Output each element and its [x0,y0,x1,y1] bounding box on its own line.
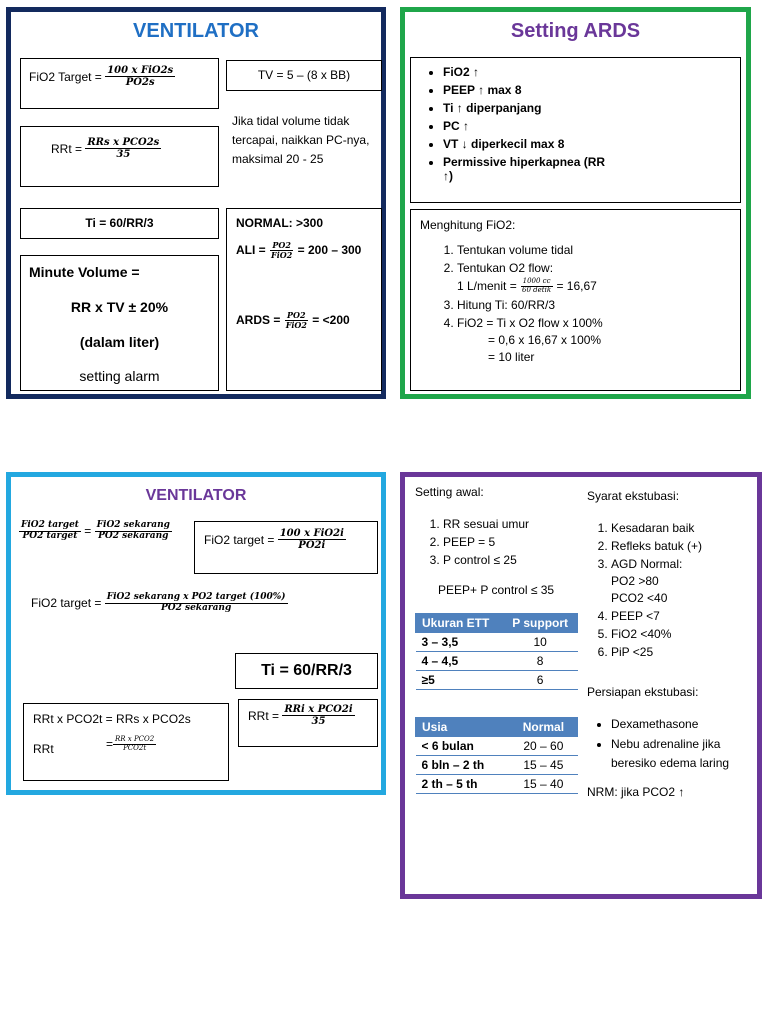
minute-volume-unit: (dalam liter) [79,334,160,350]
fio2-target-label: FiO2 target = [204,532,275,547]
formula-numerator: RRs x PCO2s [87,137,160,148]
formula-denominator: PCO2t [123,743,147,752]
syarat-ekstubasi-title: Syarat ekstubasi: [587,489,680,503]
tidal-volume-note: Jika tidal volume tidak tercapai, naikkan PC-nya, maksimal 20 - 25 [232,114,370,166]
formula-numerator: RR x PCO2 [115,735,155,743]
ards-value: = <200 [312,313,350,328]
table-cell: < 6 bulan [416,737,510,756]
ards-setting-ti: • Ti ↑ diperpanjang [443,101,740,115]
setting-ards-panel [400,7,751,399]
syarat-item: 5. FiO2 <40% [611,627,768,641]
ratio-right-fraction [95,521,172,542]
ti-formula: Ti = 60/RR/3 [261,662,352,679]
table-cell: 15 – 40 [509,775,577,794]
ards-fraction [284,311,309,330]
rrt-equation: RRt x PCO2t = RRs x PCO2s [33,712,191,726]
fio2-target-full-formula [31,593,288,614]
tidal-volume-formula: TV = 5 – (8 x BB) [257,68,351,82]
rrt-formula [85,137,161,160]
calc-step-2-label: Tentukan O2 flow: [457,261,554,275]
o2-flow-value: = 16,67 [556,279,597,294]
fio2-target-box [194,521,378,574]
ards-setting-hiperkapnea: • Permissive hiperkapnea (RR ↑) [443,155,613,183]
panel-title: Setting ARDS [510,20,641,42]
o2-flow-fraction [520,278,553,294]
fio2-target-formula [278,528,346,551]
formula-numerator: 100 x FiO2s [107,65,174,76]
formula-numerator: PO2 [287,310,306,320]
ards-label: ARDS = [236,313,281,328]
setting-awal-title: Setting awal: [415,485,484,499]
agd-pco2: PCO2 <40 [611,591,668,605]
table-cell: 20 – 60 [509,737,577,756]
extubation-panel [400,472,762,899]
rrt-fraction [113,736,156,752]
nrm-note: NRM: jika PCO2 ↑ [587,785,685,799]
formula-numerator: FiO2 sekarang x PO2 target (100%) [106,592,286,602]
table-row [416,671,578,690]
persiapan-ekstubasi-title: Persiapan ekstubasi: [587,685,699,699]
ali-criteria [236,241,361,260]
ards-settings-box [410,57,741,203]
rrt-equation-box [23,703,229,781]
table-header-row [416,718,578,737]
minute-volume-alarm: setting alarm [79,368,160,384]
normal-value: NORMAL: >300 [236,216,324,230]
table-header: Ukuran ETT [416,614,503,633]
tv-box [226,60,382,91]
formula-denominator: PO2i [298,540,326,551]
ventilator-panel-2 [6,472,386,795]
calculation-title: Menghitung FiO2: [420,218,516,232]
panel-title: VENTILATOR [133,20,259,42]
o2-flow-prefix: 1 L/menit = [457,279,517,294]
table-header: Usia [416,718,510,737]
setting-awal-item: 2. PEEP = 5 [443,535,529,549]
formula-denominator: PO2s [125,77,155,88]
syarat-item: 2. Refleks batuk (+) [611,539,768,553]
calc-step-2 [457,261,603,294]
panel-title: VENTILATOR [145,487,247,504]
persiapan-item: • Nebu adrenaline jika beresiko edema laring [611,735,761,773]
table-row [416,737,578,756]
syarat-item [611,557,768,605]
syarat-item: 6. PiP <25 [611,645,768,659]
table-cell: 10 [503,633,578,652]
ali-value: = 200 – 300 [297,243,362,258]
minute-volume-formula: RR x TV ± 20% [70,299,169,315]
syarat-item: 4. PEEP <7 [611,609,768,623]
formula-numerator: 1000 cc [522,277,551,285]
ali-label: ALI = [236,243,266,258]
setting-awal-item: 1. RR sesuai umur [443,517,529,531]
formula-denominator: PO2 sekarang [161,602,232,613]
minute-volume-title: Minute Volume = [29,264,140,280]
formula-denominator: 35 [311,716,326,727]
formula-numerator: PO2 [272,240,291,250]
table-cell: ≥5 [416,671,503,690]
rrt-target-box [238,699,378,747]
fio2-target-fraction [105,593,288,614]
calc-step-4-label: FiO2 = Ti x O2 flow x 100% [457,316,603,331]
formula-denominator: 60 detik [522,285,552,294]
table-row [416,633,578,652]
ti-box [20,208,219,239]
agd-po2: PO2 >80 [611,574,659,588]
ards-setting-peep: • PEEP ↑ max 8 [443,83,740,97]
rrt-label: RRt = [51,141,83,156]
rrt-formula: = $\frac{\text{RR x PCO2}}{\text{PCO2t}}$ [106,735,155,752]
formula-denominator: FiO2 [271,249,293,260]
formula-denominator: 35 [116,149,131,160]
fio2-target-label: FiO2 target = [31,596,102,611]
calc-step-3: 3. Hitung Ti: 60/RR/3 [457,298,603,312]
setting-awal-item: 3. P control ≤ 25 [443,553,529,567]
formula-numerator: RRi x PCO2i [284,704,353,715]
table-cell: 3 – 3,5 [416,633,503,652]
ti-box [235,653,378,689]
fio2-target-box [20,58,219,109]
pf-ratio-box [226,208,382,391]
formula-numerator: 100 x FiO2i [279,528,344,539]
ards-criteria [236,311,350,330]
table-header: Normal [509,718,577,737]
peep-pc-limit: PEEP+ P control ≤ 35 [438,583,555,597]
respiratory-rate-table [415,717,578,794]
table-header: P support [503,614,578,633]
ards-setting-vt: • VT ↓ diperkecil max 8 [443,137,740,151]
rrt-label: RRt [33,742,54,756]
rrt-box [20,126,219,187]
table-cell: 15 – 45 [509,756,577,775]
table-cell: 2 th – 5 th [416,775,510,794]
ali-fraction [269,241,294,260]
table-cell: 6 [503,671,578,690]
syarat-item: 1. Kesadaran baik [611,521,768,535]
ards-setting-fio2: • FiO2 ↑ [443,65,740,79]
table-cell: 6 bln – 2 th [416,756,510,775]
calc-step-4-line2: = 0,6 x 16,67 x 100% [488,333,602,348]
ventilator-panel-1 [6,7,386,399]
formula-denominator: PO2 target [22,530,78,541]
ratio-left-fraction [19,521,81,542]
ards-setting-pc: • PC ↑ [443,119,740,133]
table-row [416,756,578,775]
calc-step-4-result: = 10 liter [488,350,535,365]
agd-normal-label: AGD Normal: [611,557,683,571]
rrt-label: RRt = [248,708,280,723]
formula-denominator: FiO2 [285,319,307,330]
fio2-calculation-box [410,209,741,391]
formula-denominator: PO2 sekarang [98,530,169,541]
table-cell: 4 – 4,5 [416,652,503,671]
fio2-ratio-equation: $\frac{\text{FiO2 target}}{\text{PO2 target}}$ = $\frac{\text{FiO2 sekarang}}{\text{PO2 sekarang}}$ [21,520,170,541]
formula-numerator: FiO2 sekarang [96,520,170,530]
minute-volume-box [20,255,219,391]
table-cell: 8 [503,652,578,671]
ett-table [415,613,578,690]
table-row [416,652,578,671]
rrt-target-formula [282,704,354,727]
calc-step-1: 1. Tentukan volume tidal [457,243,603,257]
table-header-row [416,614,578,633]
fio2-target-formula [105,65,175,88]
ti-formula: Ti = 60/RR/3 [85,216,154,230]
calc-step-4 [457,316,603,364]
fio2-target-label: FiO2 Target = [29,69,102,84]
table-row [416,775,578,794]
formula-numerator: FiO2 target [21,520,79,530]
persiapan-item: • Dexamethasone [611,717,761,731]
